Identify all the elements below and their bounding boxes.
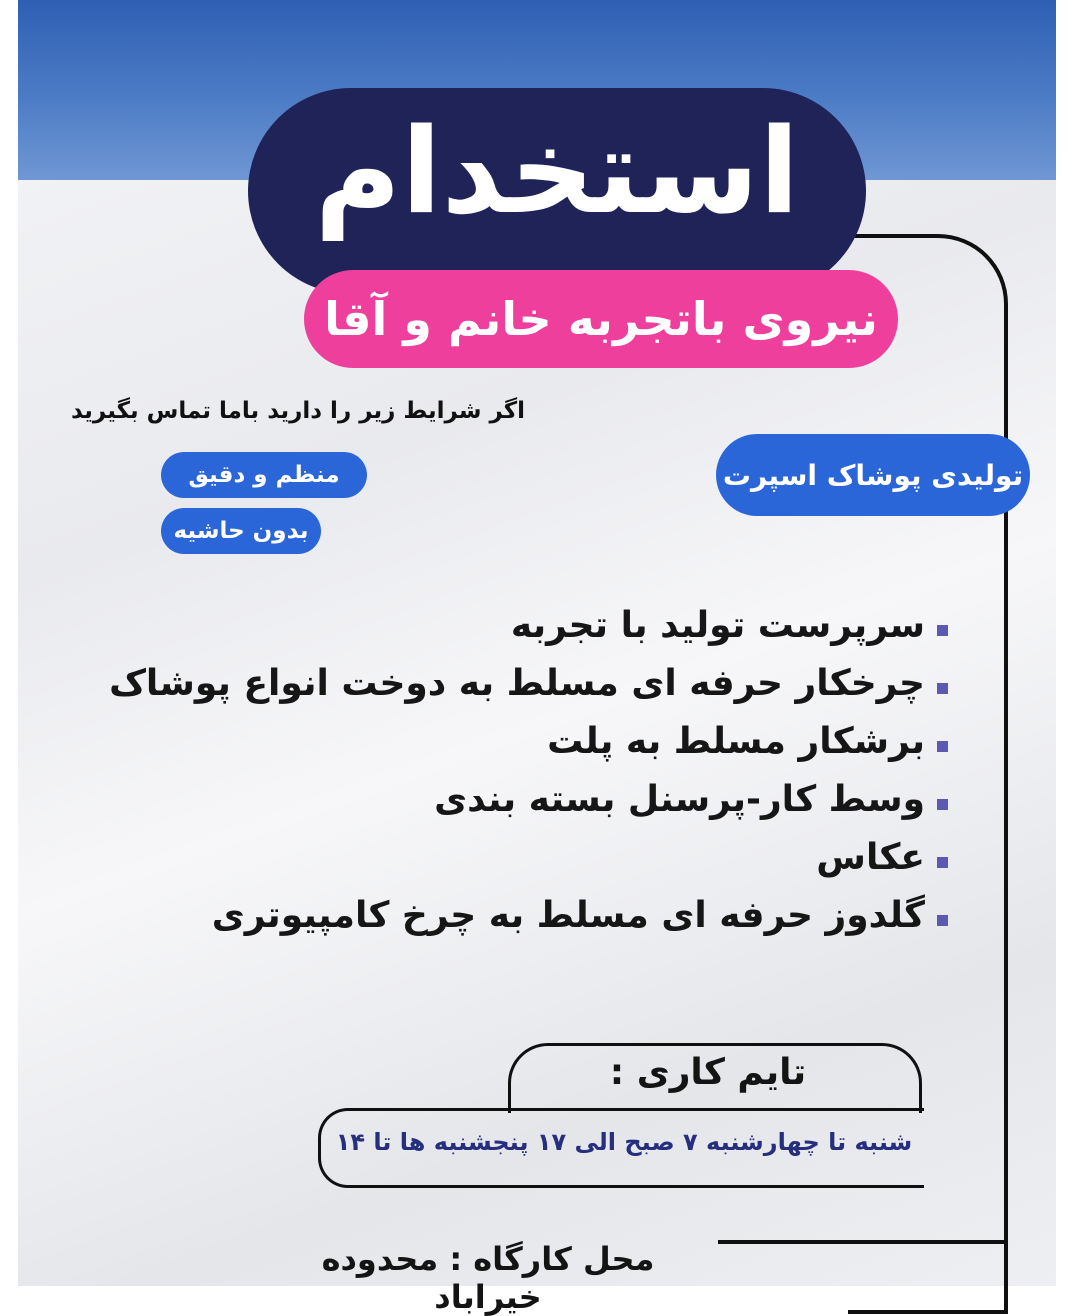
location-divider: [718, 1240, 1008, 1280]
square-bullet-icon: [937, 683, 948, 694]
job-poster: [18, 0, 1056, 1316]
square-bullet-icon: [937, 741, 948, 752]
subtitle-banner: [304, 270, 898, 368]
workshop-location: محل کارگاه : محدوده خیراباد: [321, 1240, 655, 1316]
title-banner: [248, 88, 866, 294]
position-label: عکاس: [816, 836, 925, 878]
work-time-label: تایم کاری :: [609, 1052, 807, 1093]
position-label: چرخکار حرفه ای مسلط به دوخت انواع پوشاک: [109, 662, 925, 704]
list-item: [78, 886, 948, 944]
work-hours-text: شنبه تا چهارشنبه ۷ صبح الی ۱۷ پنجشنبه ها تا ۱۴: [335, 1128, 913, 1156]
list-item: [78, 654, 948, 712]
position-label: گلدوز حرفه ای مسلط به چرخ کامپیوتری: [211, 894, 925, 936]
list-item: [78, 828, 948, 886]
requirement-badge: بدون حاشیه: [161, 508, 321, 554]
company-badge: تولیدی پوشاک اسپرت: [716, 434, 1030, 516]
contact-note: اگر شرایط زیر را دارید باما تماس بگیرید: [70, 398, 526, 424]
requirement-badge: منظم و دقیق: [161, 452, 367, 498]
position-label: وسط کار-پرسنل بسته بندی: [434, 778, 925, 820]
positions-list: [78, 596, 948, 944]
list-item: [78, 770, 948, 828]
square-bullet-icon: [937, 799, 948, 810]
position-label: برشکار مسلط به پلت: [547, 720, 925, 762]
square-bullet-icon: [937, 857, 948, 868]
position-label: سرپرست تولید با تجربه: [510, 604, 925, 646]
poster-title: استخدام: [314, 102, 800, 240]
list-item: [78, 712, 948, 770]
square-bullet-icon: [937, 625, 948, 636]
poster-subtitle: نیروی باتجربه خانم و آقا: [324, 292, 878, 346]
square-bullet-icon: [937, 915, 948, 926]
list-item: [78, 596, 948, 654]
